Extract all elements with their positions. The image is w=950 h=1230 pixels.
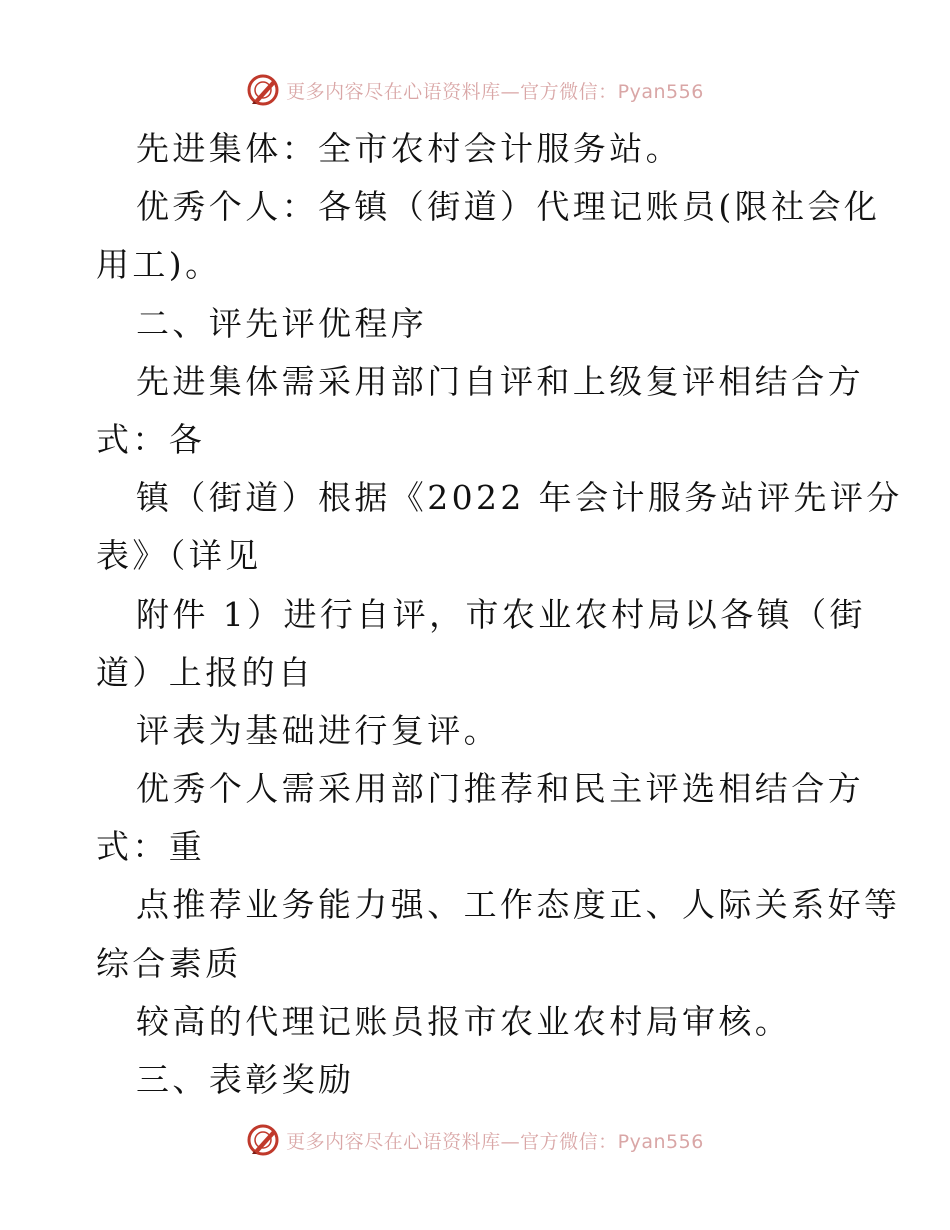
paragraph-line: 点推荐业务能力强、工作态度正、人际关系好等 xyxy=(136,885,901,925)
paragraph-line: 式：重 xyxy=(96,827,206,867)
pen-seal-icon xyxy=(246,73,280,107)
watermark-text: 更多内容尽在心语资料库—官方微信：Pyan556 xyxy=(286,1130,704,1153)
document-body xyxy=(96,120,903,1109)
section-heading: 二、评先评优程序 xyxy=(136,303,428,343)
paragraph-line: 道）上报的自 xyxy=(96,652,315,692)
paragraph-line: 先进集体需采用部门自评和上级复评相结合方 xyxy=(136,361,864,401)
paragraph-line: 先进集体：全市农村会计服务站。 xyxy=(136,129,682,168)
watermark-text: 更多内容尽在心语资料库—官方微信：Pyan556 xyxy=(286,80,704,103)
paragraph-line: 较高的代理记账员报市农业农村局审核。 xyxy=(136,1001,792,1041)
paragraph-line: 用工)。 xyxy=(96,245,222,285)
paragraph-line: 优秀个人需采用部门推荐和民主评选相结合方 xyxy=(136,769,864,809)
section-heading: 三、表彰奖励 xyxy=(136,1060,355,1099)
paragraph-line: 式：各 xyxy=(96,419,206,459)
paragraph-line: 镇（街道）根据《2022 年会计服务站评先评分 xyxy=(136,478,903,518)
watermark-footer xyxy=(0,1120,950,1160)
paragraph-line: 综合素质 xyxy=(96,943,242,983)
pen-seal-icon xyxy=(246,1123,280,1157)
watermark-header xyxy=(0,70,950,110)
paragraph-line: 评表为基础进行复评。 xyxy=(136,710,500,750)
paragraph-line: 表》（详见 xyxy=(96,536,262,576)
paragraph-line: 优秀个人：各镇（街道）代理记账员(限社会化 xyxy=(136,187,881,227)
paragraph-line: 附件 1）进行自评，市农业农村局以各镇（街 xyxy=(136,594,866,634)
